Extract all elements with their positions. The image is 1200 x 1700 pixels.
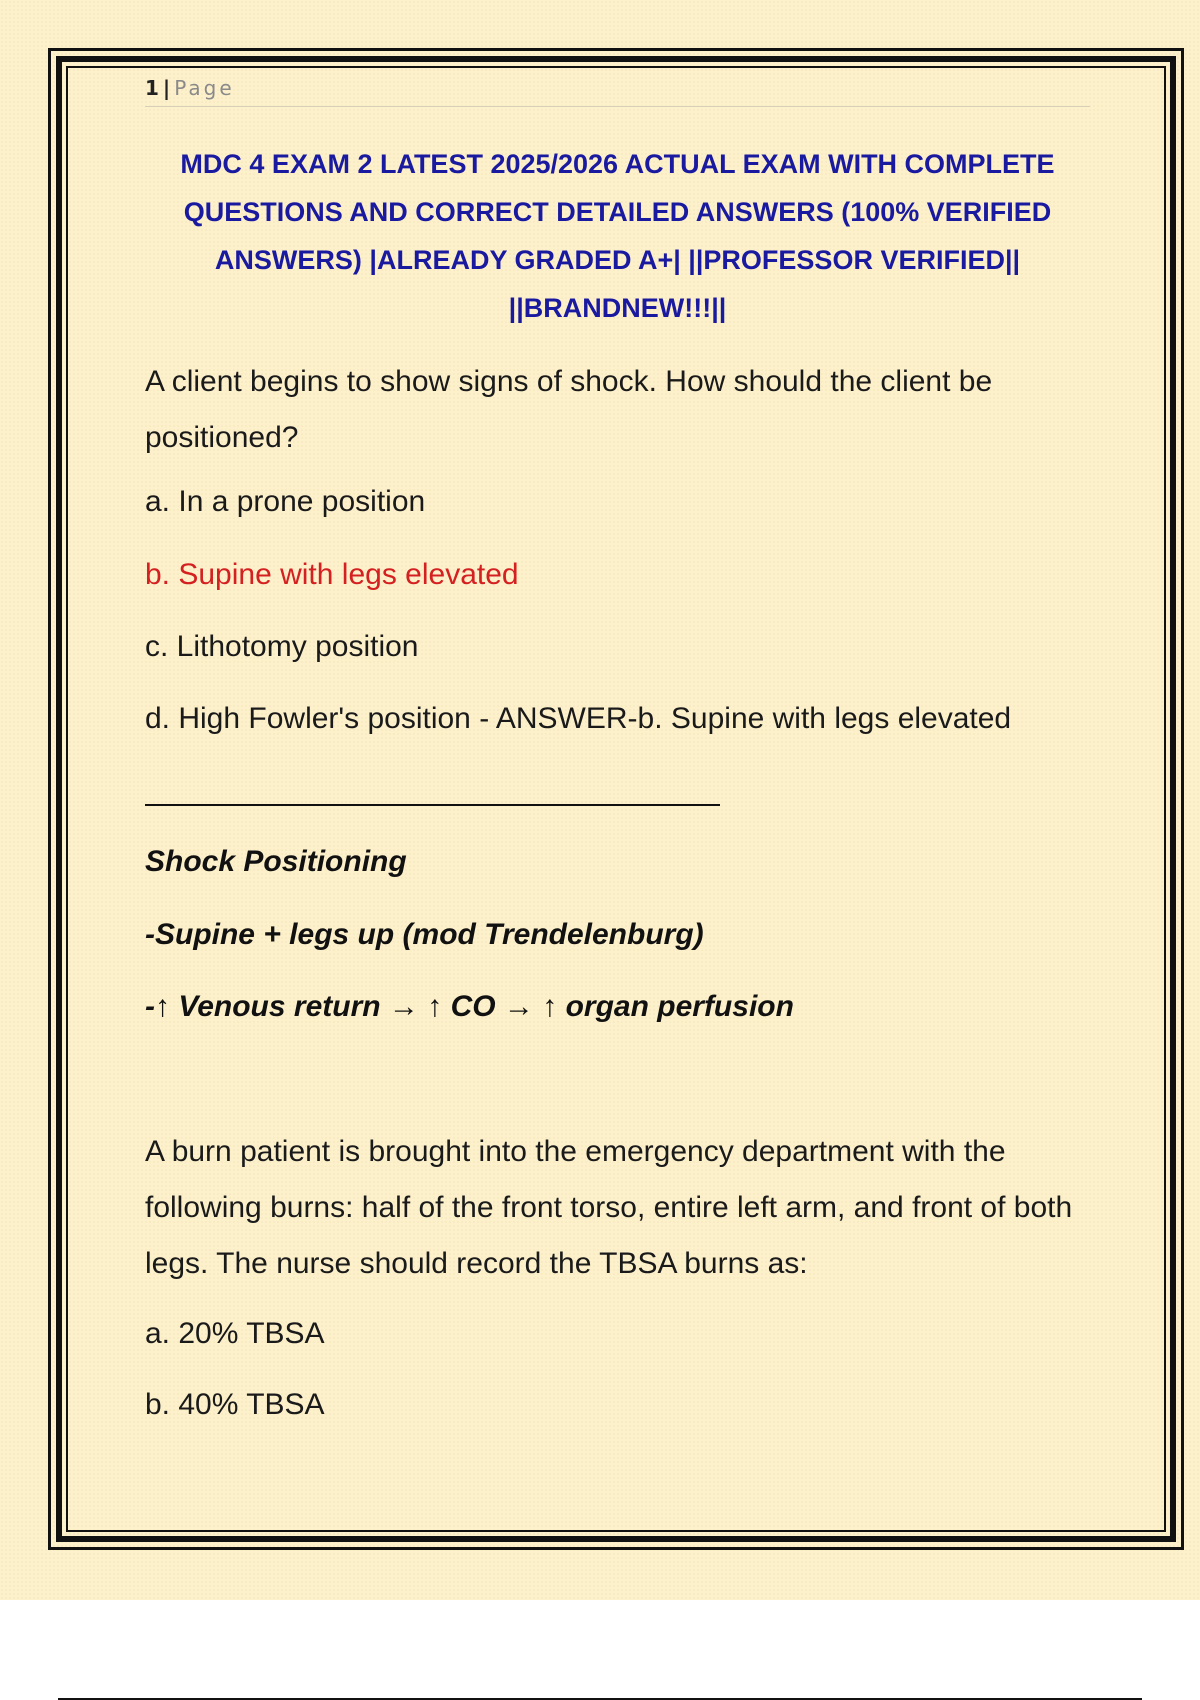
note-line-1: -Supine + legs up (mod Trendelenburg) xyxy=(145,918,704,951)
page-number: 1 xyxy=(145,76,159,100)
question-2-option-a: a. 20% TBSA xyxy=(145,1317,325,1350)
question-1-option-d-answer: d. High Fowler's position - ANSWER-b. Supine with legs elevated xyxy=(145,702,1012,735)
title-line: ||BRANDNEW!!!|| xyxy=(508,293,727,323)
question-1-option-a: a. In a prone position xyxy=(145,485,426,518)
title-line: QUESTIONS AND CORRECT DETAILED ANSWERS (100% VERIFIED xyxy=(183,197,1052,227)
question-1-option-c: c. Lithotomy position xyxy=(145,630,419,663)
question-1-option-b-correct: b. Supine with legs elevated xyxy=(145,558,519,591)
note-heading: Shock Positioning xyxy=(145,845,407,878)
title-line: ANSWERS) |ALREADY GRADED A+| ||PROFESSOR VERIFIED|| xyxy=(214,245,1021,275)
note-line-2: -↑ Venous return → ↑ CO → ↑ organ perfusion xyxy=(145,990,794,1023)
question-2-option-b: b. 40% TBSA xyxy=(145,1388,325,1421)
page-header xyxy=(145,74,1090,107)
question-1-text: A client begins to show signs of shock. How should the client be positioned? xyxy=(145,365,993,454)
separator-line xyxy=(145,804,720,806)
question-2-text: A burn patient is brought into the emergency department with the following burns: half of the front torso, entire left arm, and front of both legs. The nurse should record the TBSA burns as: xyxy=(145,1135,1073,1280)
page-separator: | xyxy=(162,76,171,100)
document-title xyxy=(140,140,1095,332)
page-word: Page xyxy=(174,76,235,100)
title-line: MDC 4 EXAM 2 LATEST 2025/2026 ACTUAL EXAM WITH COMPLETE xyxy=(180,149,1055,179)
